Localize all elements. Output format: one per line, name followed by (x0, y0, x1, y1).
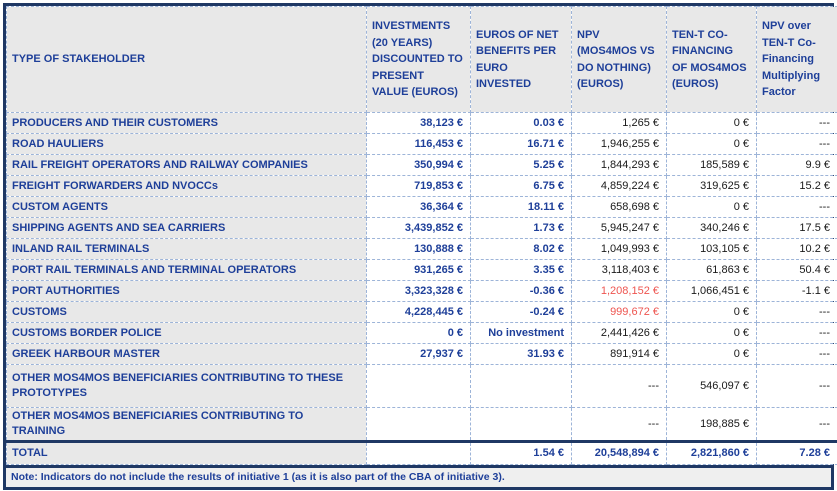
investments-cell: 350,994 € (367, 155, 471, 176)
tent-cofinancing-cell: 0 € (667, 113, 757, 134)
benefits-cell (471, 365, 572, 408)
total-tent-cofinancing-cell: 2,821,860 € (667, 442, 757, 465)
investments-cell: 38,123 € (367, 113, 471, 134)
investments-cell: 0 € (367, 323, 471, 344)
tent-cofinancing-cell: 1,066,451 € (667, 281, 757, 302)
npv-cell: 4,859,224 € (572, 176, 667, 197)
multiplying-factor-cell: --- (757, 302, 837, 323)
table-row (7, 155, 837, 176)
benefits-cell: 31.93 € (471, 344, 572, 365)
tent-cofinancing-cell: 0 € (667, 197, 757, 218)
tent-cofinancing-cell: 185,589 € (667, 155, 757, 176)
multiplying-factor-cell: --- (757, 344, 837, 365)
investments-cell: 116,453 € (367, 134, 471, 155)
stakeholder-cell: ROAD HAULIERS (7, 134, 367, 155)
table-row (7, 197, 837, 218)
tent-cofinancing-cell: 103,105 € (667, 239, 757, 260)
npv-cell: --- (572, 408, 667, 442)
tent-cofinancing-cell: 0 € (667, 134, 757, 155)
tent-cofinancing-cell: 0 € (667, 323, 757, 344)
investments-cell (367, 408, 471, 442)
npv-cell: 1,208,152 € (572, 281, 667, 302)
stakeholder-cell: CUSTOM AGENTS (7, 197, 367, 218)
npv-cell: 891,914 € (572, 344, 667, 365)
investments-cell: 3,439,852 € (367, 218, 471, 239)
multiplying-factor-cell: 17.5 € (757, 218, 837, 239)
total-label: TOTAL (7, 442, 367, 465)
npv-cell: 658,698 € (572, 197, 667, 218)
total-row (7, 442, 837, 465)
table-row (7, 365, 837, 408)
cba-table (6, 6, 837, 465)
multiplying-factor-cell: --- (757, 365, 837, 408)
table-row (7, 302, 837, 323)
stakeholder-cell: OTHER MOS4MOS BENEFICIARIES CONTRIBUTING TO TRAINING (7, 408, 367, 442)
benefits-cell: 1.73 € (471, 218, 572, 239)
col-header-investments: INVESTMENTS (20 YEARS) DISCOUNTED TO PRESENT VALUE (EUROS) (367, 7, 471, 113)
stakeholder-cell: GREEK HARBOUR MASTER (7, 344, 367, 365)
multiplying-factor-cell: --- (757, 408, 837, 442)
npv-cell: 1,946,255 € (572, 134, 667, 155)
benefits-cell: 18.11 € (471, 197, 572, 218)
multiplying-factor-cell: 15.2 € (757, 176, 837, 197)
table-row (7, 344, 837, 365)
table-row (7, 134, 837, 155)
npv-cell: --- (572, 365, 667, 408)
tent-cofinancing-cell: 61,863 € (667, 260, 757, 281)
benefits-cell: -0.24 € (471, 302, 572, 323)
benefits-cell: 5.25 € (471, 155, 572, 176)
investments-cell (367, 365, 471, 408)
npv-cell: 1,265 € (572, 113, 667, 134)
stakeholder-cell: PORT RAIL TERMINALS AND TERMINAL OPERATORS (7, 260, 367, 281)
tent-cofinancing-cell: 546,097 € (667, 365, 757, 408)
table-row (7, 260, 837, 281)
stakeholder-cell: RAIL FREIGHT OPERATORS AND RAILWAY COMPANIES (7, 155, 367, 176)
table-row (7, 113, 837, 134)
stakeholder-cell: CUSTOMS (7, 302, 367, 323)
tent-cofinancing-cell: 198,885 € (667, 408, 757, 442)
table-row (7, 176, 837, 197)
multiplying-factor-cell: 9.9 € (757, 155, 837, 176)
multiplying-factor-cell: -1.1 € (757, 281, 837, 302)
benefits-cell (471, 408, 572, 442)
npv-cell: 5,945,247 € (572, 218, 667, 239)
npv-cell: 1,844,293 € (572, 155, 667, 176)
investments-cell: 719,853 € (367, 176, 471, 197)
npv-cell: 3,118,403 € (572, 260, 667, 281)
col-header-npv: NPV (MOS4MOS VS DO NOTHING) (EUROS) (572, 7, 667, 113)
col-header-multiplying-factor: NPV over TEN-T Co-Financing Multiplying Factor (757, 7, 837, 113)
investments-cell: 3,323,328 € (367, 281, 471, 302)
benefits-cell: 0.03 € (471, 113, 572, 134)
investments-cell: 931,265 € (367, 260, 471, 281)
tent-cofinancing-cell: 319,625 € (667, 176, 757, 197)
investments-cell: 130,888 € (367, 239, 471, 260)
stakeholder-cba-table (3, 3, 834, 490)
stakeholder-cell: OTHER MOS4MOS BENEFICIARIES CONTRIBUTING TO THESE PROTOTYPES (7, 365, 367, 408)
multiplying-factor-cell: --- (757, 134, 837, 155)
stakeholder-cell: FREIGHT FORWARDERS AND NVOCCs (7, 176, 367, 197)
multiplying-factor-cell: 50.4 € (757, 260, 837, 281)
benefits-cell: 6.75 € (471, 176, 572, 197)
multiplying-factor-cell: 10.2 € (757, 239, 837, 260)
npv-cell: 2,441,426 € (572, 323, 667, 344)
col-header-net-benefits: EUROS OF NET BENEFITS PER EURO INVESTED (471, 7, 572, 113)
table-note: Note: Indicators do not include the results of initiative 1 (as it is also part of the CBA of initiative 3). (6, 465, 831, 487)
benefits-cell: 16.71 € (471, 134, 572, 155)
col-header-stakeholder: TYPE OF STAKEHOLDER (7, 7, 367, 113)
tent-cofinancing-cell: 0 € (667, 344, 757, 365)
npv-cell: 999,672 € (572, 302, 667, 323)
table-row (7, 323, 837, 344)
total-investments-cell (367, 442, 471, 465)
stakeholder-cell: PRODUCERS AND THEIR CUSTOMERS (7, 113, 367, 134)
table-row (7, 239, 837, 260)
benefits-cell: 8.02 € (471, 239, 572, 260)
table-body (7, 113, 837, 442)
stakeholder-cell: INLAND RAIL TERMINALS (7, 239, 367, 260)
table-header-row (7, 7, 837, 113)
multiplying-factor-cell: --- (757, 323, 837, 344)
benefits-cell: 3.35 € (471, 260, 572, 281)
stakeholder-cell: PORT AUTHORITIES (7, 281, 367, 302)
tent-cofinancing-cell: 340,246 € (667, 218, 757, 239)
total-benefits-cell: 1.54 € (471, 442, 572, 465)
table-row (7, 218, 837, 239)
benefits-cell: -0.36 € (471, 281, 572, 302)
multiplying-factor-cell: --- (757, 113, 837, 134)
investments-cell: 36,364 € (367, 197, 471, 218)
multiplying-factor-cell: --- (757, 197, 837, 218)
table-row (7, 408, 837, 442)
table-row (7, 281, 837, 302)
stakeholder-cell: CUSTOMS BORDER POLICE (7, 323, 367, 344)
total-npv-cell: 20,548,894 € (572, 442, 667, 465)
investments-cell: 27,937 € (367, 344, 471, 365)
tent-cofinancing-cell: 0 € (667, 302, 757, 323)
col-header-tent-cofinancing: TEN-T CO-FINANCING OF MOS4MOS (EUROS) (667, 7, 757, 113)
stakeholder-cell: SHIPPING AGENTS AND SEA CARRIERS (7, 218, 367, 239)
npv-cell: 1,049,993 € (572, 239, 667, 260)
total-multiplying-factor-cell: 7.28 € (757, 442, 837, 465)
investments-cell: 4,228,445 € (367, 302, 471, 323)
benefits-cell: No investment (471, 323, 572, 344)
